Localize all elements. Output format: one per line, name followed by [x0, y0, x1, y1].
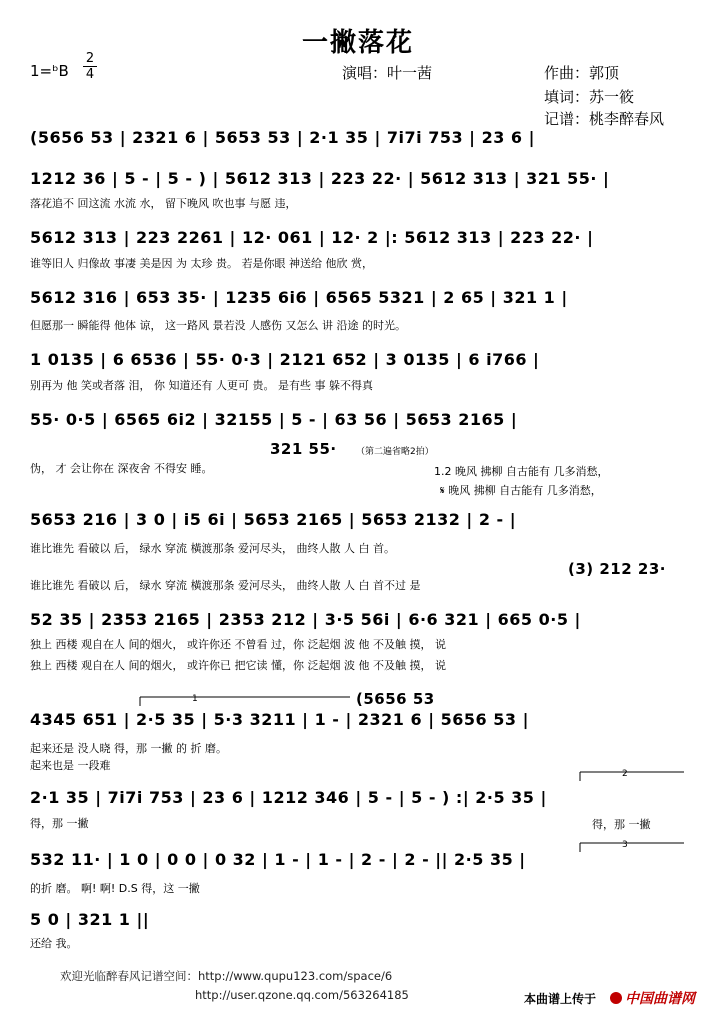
transcriber: 记谱：桃李醉春风: [544, 110, 665, 128]
notation-line: (5656 53 | 2321 6 | 5653 53 | 2·1 35 | 7i7i 753 | 23 6 |: [30, 128, 535, 147]
upload-note: 本曲谱上传于: [524, 992, 597, 1006]
singer: 演唱：叶一茜: [342, 64, 433, 82]
footer-line-2: http://user.qzone.qq.com/563264185: [195, 988, 409, 1002]
verse-12-lyrics: 1.2 晚风 拂柳 自古能有 几多消愁，: [434, 465, 609, 478]
lyric-line: 独上 西楼 观自在人 间的烟火， 或许你已 把它读 懂，你 泛起烟 波 他 不及触 摸， 说: [30, 659, 446, 672]
ending-1-label: 1: [192, 694, 198, 704]
lyric-line: 落花追不 回这流 水流 水， 留下晚风 吹也事 与愿 违，: [30, 197, 297, 210]
notation-line: 5612 316 | 653 35· | 1235 6i6 | 6565 5321 | 2 65 | 321 1 |: [30, 288, 568, 307]
notation-line: 1 0135 | 6 6536 | 55· 0·3 | 2121 652 | 3 0135 | 6 i766 |: [30, 350, 540, 369]
notation-line: 1212 36 | 5 - | 5 - ) | 5612 313 | 223 22· | 5612 313 | 321 55· |: [30, 169, 610, 188]
notation-line: 532 11· | 1 0 | 0 0 | 0 32 | 1 - | 1 - | 2 - | 2 - || 2·5 35 |: [30, 850, 526, 869]
notation-line: 52 35 | 2353 2165 | 2353 212 | 3·5 56i | 6·6 321 | 665 0·5 |: [30, 610, 581, 629]
lyric-line: 的折 磨。 啊! 啊! D.S 得，这 一撇: [30, 882, 200, 895]
time-signature-numerator: 2: [85, 51, 95, 66]
ending-2-lyrics: 得，那 一撇: [592, 818, 651, 831]
ending-2-label: 2: [622, 769, 628, 779]
lyric-line: 但愿那一 瞬能得 他体 谅， 这一路风 景若没 人感伤 又怎么 讲 沿途 的时光。: [30, 319, 406, 332]
lyric-line: 得，那 一撇: [30, 817, 89, 830]
repeat-alt-notes: 321 55·: [270, 440, 337, 458]
footer-line-1: 欢迎光临醉春风记谱空间：http://www.qupu123.com/space/6: [60, 969, 393, 983]
notation-line: 2·1 35 | 7i7i 753 | 23 6 | 1212 346 | 5 - | 5 - ) :| 2·5 35 |: [30, 788, 547, 807]
lyric-line: 别再为 他 笑或者落 泪， 你 知道还有 人更可 贵。 是有些 事 躲不得真: [30, 379, 373, 392]
verse-segno-lyrics: 𝄋 晚风 拂柳 自古能有 几多消愁，: [440, 484, 602, 497]
notation-line: 5612 313 | 223 2261 | 12· 061 | 12· 2 |: 5612 313 | 223 22· |: [30, 228, 594, 247]
composer: 作曲：郭顶: [544, 64, 620, 82]
lyric-line: 谁比谁先 看破以 后， 绿水 穿流 橫渡那条 爱河尽头， 曲终人散 人 白 首。: [30, 542, 395, 555]
intro-recall-notes: (5656 53: [356, 690, 435, 708]
page-title: 一撇落花: [301, 28, 414, 58]
notation-line: 55· 0·5 | 6565 6i2 | 32155 | 5 - | 63 56 | 5653 2165 |: [30, 410, 518, 429]
ending-3-label: 3: [622, 840, 628, 850]
site-logo[interactable]: [610, 988, 695, 1008]
lyric-line: 伪， 才 会让你在 深夜舍 不得安 睡。: [30, 462, 213, 475]
notation-line: 5 0 | 321 1 ||: [30, 910, 150, 929]
lyric-line: 起来还是 没人晓 得，那 一撇 的 折 磨。: [30, 742, 227, 755]
lyricist: 填词：苏一筱: [544, 88, 635, 106]
lyric-line: 谁比谁先 看破以 后， 绿水 穿流 橫渡那条 爱河尽头， 曲终人散 人 白 首不过 是: [30, 579, 421, 592]
notation-line: 4345 651 | 2·5 35 | 5·3 3211 | 1 - | 2321 6 | 5656 53 |: [30, 710, 529, 729]
site-logo-text: 中国曲谱网: [625, 991, 695, 1007]
repeat-alt-note: （第二遍省略2拍）: [356, 447, 434, 457]
site-logo-icon: [610, 992, 622, 1004]
lyric-line: 谁等旧人 归像故 事凄 美是因 为 太珍 贵。 若是你眼 神送给 他欣 赏，: [30, 257, 373, 270]
time-signature-denominator: 4: [85, 67, 95, 82]
notation-line: 5653 216 | 3 0 | i5 6i | 5653 2165 | 5653 2132 | 2 - |: [30, 510, 517, 529]
lyric-line: 还给 我。: [30, 937, 78, 950]
lyric-line: 独上 西楼 观自在人 间的烟火， 或许你还 不曾看 过，你 泛起烟 波 他 不及触 摸， 说: [30, 638, 446, 651]
ending-3-notes: (3) 212 23·: [568, 560, 666, 578]
key-signature: 1=ᵇB: [30, 62, 69, 80]
lyric-line: 起来也是 一段难: [30, 759, 111, 772]
